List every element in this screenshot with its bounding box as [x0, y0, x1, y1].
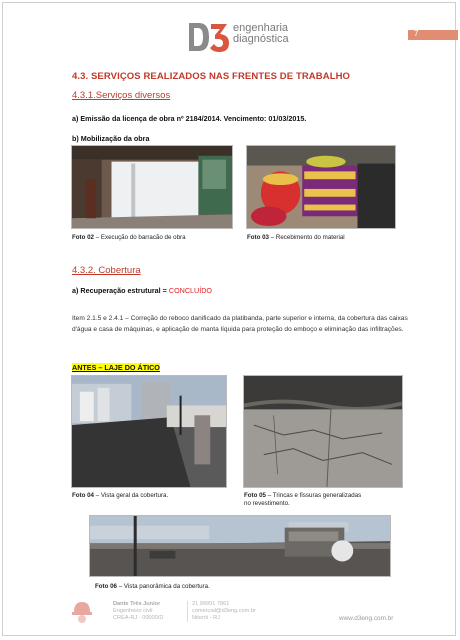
caption-photo-06-num: Foto 06	[95, 583, 118, 590]
footer-contact	[187, 601, 256, 622]
status-concluded: CONCLUÍDO	[168, 286, 213, 295]
document-page	[2, 2, 456, 636]
before-label	[72, 363, 160, 372]
caption-photo-04	[72, 492, 168, 500]
footer-engineer	[113, 601, 163, 622]
page-number-bar	[408, 30, 458, 40]
caption-photo-04-text: – Vista geral da cobertura.	[94, 492, 169, 499]
photo-05	[243, 375, 403, 488]
caption-photo-04-num: Foto 04	[72, 492, 95, 499]
page-number: 7	[414, 29, 419, 38]
item-a2-label: a) Recuperação estrutural =	[72, 286, 169, 295]
caption-photo-06	[95, 583, 210, 591]
photo-06	[89, 515, 391, 577]
caption-photo-05	[244, 492, 361, 508]
footer-phone: 21 99991 7861	[192, 601, 230, 607]
caption-photo-05-text-2: no revestimento.	[244, 500, 290, 507]
subsection-title-1: 4.3.1.Serviços diversos	[72, 90, 171, 101]
item-b-mobilization: b) Mobilização da obra	[72, 134, 150, 143]
caption-photo-02-num: Foto 02	[72, 234, 95, 241]
caption-photo-06-text: – Vista panorâmica da cobertura.	[117, 583, 210, 590]
subsection-title-2: 4.3.2. Cobertura	[72, 265, 141, 276]
body-paragraph: Item 2.1.5 e 2.4.1 – Correção do reboco danificado da platibanda, parte superior e interna, da cobertura das caixas d'água e casa de máquinas, e aplicação de manta líquida para proteção do emboço e eliminação das infiltrações.	[72, 315, 408, 333]
footer-engineer-crea: CREA-RJ - 00000/D	[113, 615, 164, 621]
section-title: 4.3. SERVIÇOS REALIZADOS NAS FRENTES DE TRABALHO	[72, 71, 351, 82]
logo-line-2: diagnóstica	[233, 33, 289, 45]
footer-email: comercial@d3eng.com.br	[192, 608, 256, 614]
item-a-license: a) Emissão da licença de obra nº 2184/2014. Vencimento: 01/03/2015.	[72, 114, 307, 123]
footer-city: Niterói - RJ	[192, 615, 220, 621]
engineer-helmet-icon	[71, 598, 93, 624]
caption-photo-02	[72, 234, 186, 242]
photo-03	[246, 145, 396, 229]
footer-engineer-role: Engenheiro civil	[113, 608, 153, 614]
caption-photo-05-text: – Trincas e fissuras generalizadas	[266, 492, 362, 499]
page-footer	[3, 595, 457, 635]
caption-photo-03-text: – Recebimento do material	[269, 234, 345, 241]
footer-engineer-name: Dante Três Junior	[113, 601, 161, 607]
d3-logo-icon	[187, 21, 231, 53]
logo-line-1: engenharia	[233, 22, 289, 34]
caption-photo-05-num: Foto 05	[244, 492, 267, 499]
caption-photo-03	[247, 234, 345, 242]
item-a-structural-recovery	[72, 286, 212, 295]
footer-website-link[interactable]: www.d3eng.com.br	[339, 615, 394, 622]
caption-photo-03-num: Foto 03	[247, 234, 270, 241]
logo-wordmark	[233, 23, 289, 45]
photo-04	[71, 375, 227, 488]
caption-photo-02-text: – Execução do barracão de obra	[94, 234, 186, 241]
photo-02	[71, 145, 233, 229]
company-logo	[187, 21, 307, 55]
before-highlight: ANTES – LAJE DO ÁTICO	[72, 363, 160, 372]
